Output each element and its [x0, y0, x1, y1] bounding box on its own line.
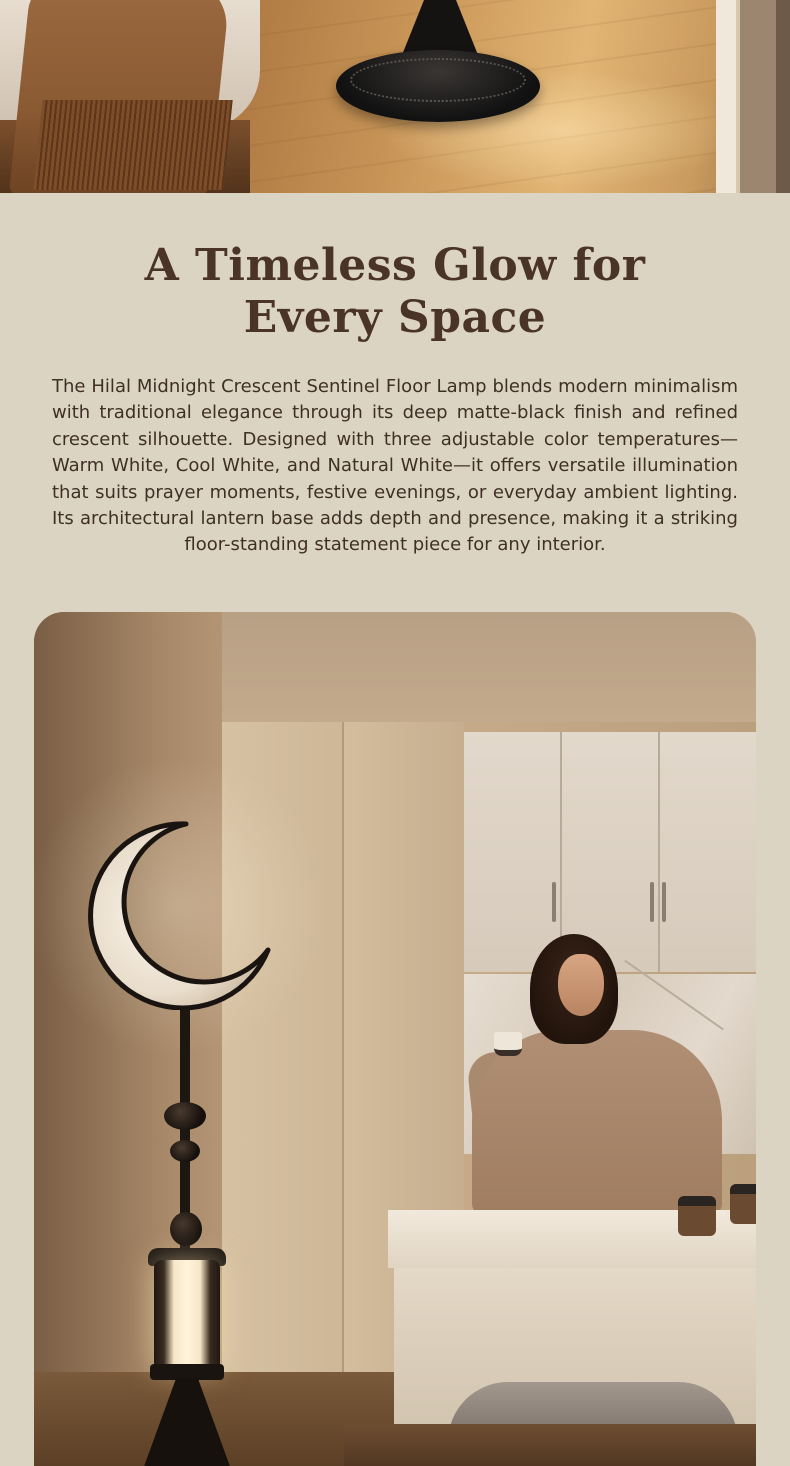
wall-edge [716, 0, 790, 193]
pole-ornament [170, 1212, 202, 1246]
product-description: The Hilal Midnight Crescent Sentinel Floor Lamp blends modern minimalism with traditional elegance through its deep matte-black finish and refined crescent silhouette. Designed with three adjustable color temperatures—Warm White, Cool White, and Natural White—it offers versatile illumination that suits prayer moments, festive evenings, or everyday ambient lighting. Its architectural lantern base adds depth and presence, making it a striking floor-standing statement piece for any interior. [52, 376, 738, 556]
pole-ornament [164, 1102, 206, 1130]
cabinet-handle [552, 882, 556, 922]
headline-line-1: A Timeless Glow for [144, 240, 646, 291]
lantern-base [154, 1260, 220, 1370]
lamp-base-beading [350, 58, 526, 102]
cabinet-divider [658, 732, 660, 972]
coffee-jar [730, 1184, 756, 1224]
top-banner-photo [0, 0, 790, 193]
headline-line-2: Every Space [243, 292, 547, 343]
person-face [558, 954, 604, 1016]
table-edge [344, 1424, 756, 1466]
pole-ornament [170, 1140, 200, 1162]
blanket-fringe [33, 100, 232, 190]
coffee-jar [678, 1196, 716, 1236]
coffee-mug [494, 1032, 522, 1056]
section-headline [95, 240, 695, 344]
cabinet-handle [650, 882, 654, 922]
lifestyle-photo [34, 612, 756, 1466]
person-sweater [472, 1030, 722, 1214]
crescent-moon-shade [82, 820, 272, 1010]
lantern-foot [150, 1364, 224, 1380]
cabinet-handle [662, 882, 666, 922]
upper-cabinets [464, 732, 756, 972]
